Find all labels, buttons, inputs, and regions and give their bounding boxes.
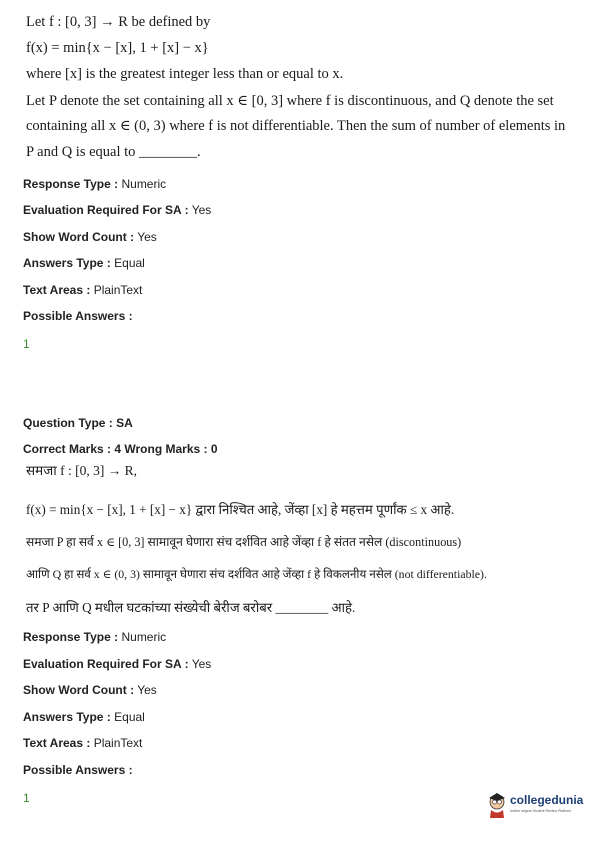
field-key: Evaluation Required For SA : [23, 657, 189, 671]
field-value: Equal [110, 710, 145, 724]
question-mr-line-5: तर P आणि Q मधील घटकांच्या संख्येची बेरीज बरोबर ________ आहे. [26, 600, 356, 615]
question-en-line-4: Let P denote the set containing all x ∈ [0, 3] where f is discontinuous, and Q denote the set [26, 93, 554, 109]
field-evaluation-required [23, 657, 211, 671]
question-en-line-5: containing all x ∈ (0, 3) where f is not differentiable. Then the sum of number of elements in [26, 118, 566, 134]
field-text-areas [23, 736, 142, 750]
field-value: Yes [134, 230, 157, 244]
field-value: Yes [134, 683, 157, 697]
field-show-word-count [23, 683, 157, 697]
field-possible-answers [23, 763, 133, 777]
field-value: Yes [188, 657, 212, 671]
field-key: Correct Marks : [23, 442, 112, 456]
field-value: 4 [111, 442, 125, 456]
question-mr-line-4: आणि Q हा सर्व x ∈ (0, 3) सामावून घेणारा संच दर्शवित आहे जेंव्हा f हे विकलनीय नसेल (not differentiable). [26, 567, 487, 581]
possible-answer-value: 1 [23, 337, 30, 351]
field-value: Equal [110, 256, 145, 270]
field-show-word-count [23, 230, 157, 244]
field-answers-type [23, 256, 145, 270]
field-key: Answers Type : [23, 710, 111, 724]
field-value: Numeric [118, 630, 167, 644]
question-mr-line-3: समजा P हा सर्व x ∈ [0, 3] सामावून घेणारा संच दर्शवित आहे जेंव्हा f हे संतत नसेल (discontinuous) [26, 535, 462, 549]
field-evaluation-required [23, 203, 211, 217]
field-value: 0 [207, 442, 218, 456]
field-key: Question Type : [23, 416, 113, 430]
field-key: Show Word Count : [23, 230, 135, 244]
field-value: SA [112, 416, 133, 430]
field-key: Text Areas : [23, 736, 91, 750]
field-key: Response Type : [23, 177, 119, 191]
field-key: Show Word Count : [23, 683, 135, 697]
question-en-line-2: f(x) = min{x − [x], 1 + [x] − x} [26, 40, 209, 56]
field-question-type [23, 416, 133, 430]
field-answers-type [23, 710, 145, 724]
field-possible-answers [23, 309, 133, 323]
field-value: Numeric [118, 177, 167, 191]
field-response-type [23, 630, 166, 644]
field-key: Possible Answers : [23, 763, 133, 777]
field-response-type [23, 177, 166, 191]
field-text-areas [23, 283, 142, 297]
question-en-line-3: where [x] is the greatest integer less than or equal to x. [26, 66, 344, 82]
logo-tagline: India's largest Student Review Platform [510, 809, 571, 813]
collegedunia-logo[interactable] [486, 791, 584, 821]
question-en-line-1: Let f : [0, 3] → R be defined by [26, 14, 211, 30]
field-key: Wrong Marks : [124, 442, 208, 456]
field-value: Yes [188, 203, 212, 217]
field-key: Evaluation Required For SA : [23, 203, 189, 217]
question-mr-line-1: समजा f : [0, 3] → R, [26, 463, 137, 478]
field-key: Response Type : [23, 630, 119, 644]
question-en-line-6: P and Q is equal to ________. [26, 144, 201, 160]
field-key: Text Areas : [23, 283, 91, 297]
field-key: Answers Type : [23, 256, 111, 270]
logo-name: collegedunia [510, 793, 584, 807]
field-value: PlainText [90, 736, 143, 750]
mascot-icon [486, 791, 508, 819]
field-marks [23, 442, 218, 456]
possible-answer-value: 1 [23, 791, 30, 805]
field-key: Possible Answers : [23, 309, 133, 323]
field-value: PlainText [90, 283, 143, 297]
question-mr-line-2: f(x) = min{x − [x], 1 + [x] − x} द्वारा निश्चित आहे, जेंव्हा [x] हे महत्तम पूर्णांक ≤ x आहे. [26, 502, 455, 517]
